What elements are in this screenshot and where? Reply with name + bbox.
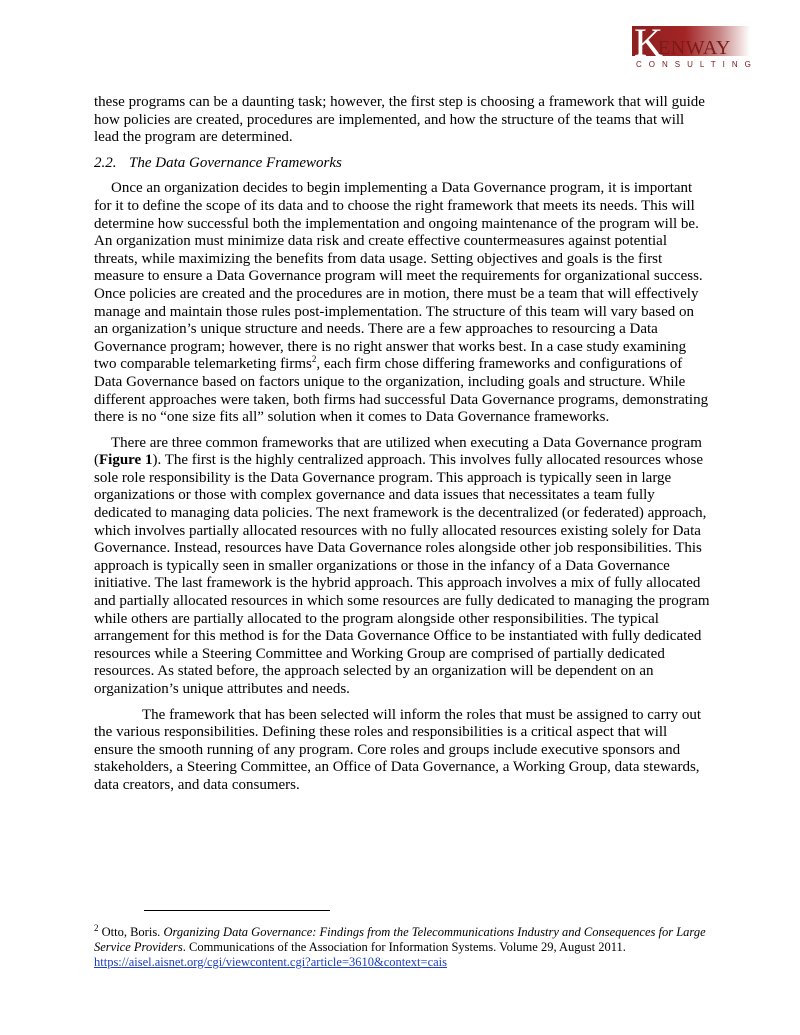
footnote-author: Otto, Boris. [98, 925, 164, 939]
paragraph-text: ). The first is the highly centralized approach. This involves fully allocated resources whose sole role responsibility is the Data Governance program. This approach is typically seen in large organizations or those with complex governance and data issues that necessitates a team fully dedicated to managing data policies. The next framework is the decentralized (or federated) approach, which involves partially allocated resources with no fully allocated resources existing solely for Data Governance. Instead, resources have Data Governance roles alongside other job responsibilities. This approach is typically seen in smaller organizations or those in the infancy of a Data Governance initiative. The last framework is the hybrid approach. This approach involves a mix of fully allocated and partially allocated resources in which some resources are fully dedicated to managing the program while others are partially allocated to the program alongside other responsibilities. The typical arrangement for this method is for the Data Governance Office to be instantiated with fully dedicated resources while a Steering Committee and Working Group are comprised of partially dedicated resources. As stated before, the approach selected by an organization will be dependent on an organization’s unique attributes and needs. [94, 452, 710, 697]
footnote [94, 922, 710, 970]
paragraph-roles: The framework that has been selected will inform the roles that must be assigned to carry out the various responsibilities. Defining these roles and responsibilities is a critical aspect that will ensure the smooth running of any program. Core roles and groups include executive sponsors and stakeholders, a Steering Committee, an Office of Data Governance, a Working Group, data stewards, data creators, and data consumers. [94, 706, 701, 793]
paragraph-three-frameworks [94, 435, 710, 699]
paragraph-continued: these programs can be a daunting task; however, the first step is choosing a framework that will guide how policies are created, procedures are implemented, and how the structure of the teams that will lead the program are determined. [94, 94, 705, 146]
paragraph-text: There are three common frameworks that are utilized when executing a Data Governance program ( [94, 434, 702, 469]
logo-tagline: CONSULTING [636, 60, 758, 69]
section-title: The Data Governance Frameworks [129, 154, 342, 171]
document-body [94, 94, 710, 803]
section-number: 2.2. [94, 154, 117, 171]
kenway-logo [632, 20, 758, 74]
logo-wordmark: ENWAY [658, 37, 731, 59]
footnote-link[interactable]: https://aisel.aisnet.org/cgi/viewcontent.cgi?article=3610&context=cais [94, 955, 448, 969]
logo-letter: K [634, 20, 663, 65]
figure-ref: Figure 1 [99, 452, 153, 469]
section-heading [94, 155, 710, 173]
footnote-divider [144, 910, 330, 911]
footnote-source: . Communications of the Association for Information Systems. Volume 29, August 2011. [182, 940, 626, 954]
paragraph-text: , each firm chose differing frameworks and configurations of Data Governance based on factors unique to the organization, including goals and structure. While different approaches were taken, both firms had successful Data Governance programs, demonstrating there is no “one size fits all” solution when it comes to Data Governance frameworks. [94, 356, 709, 426]
footnote-ref: 2 [311, 354, 317, 365]
footnote-marker: 2 [94, 922, 99, 933]
paragraph-text: Once an organization decides to begin implementing a Data Governance program, it is important for it to define the scope of its data and to choose the right framework that meets its needs. This will determine how successful both the implementation and ongoing maintenance of the program will be. An organization must minimize data risk and create effective countermeasures against potential threats, while maximizing the benefits from data usage. Setting objectives and goals is the first measure to ensure a Data Governance program will meet the requirements for organizational success. Once policies are created and the procedures are in motion, there must be a team that will effectively manage and maintain those rules post-implementation. The structure of this team will vary based on an organization’s unique structure and needs. There are a few approaches to resourcing a Data Governance program; however, there is no right answer that works best. In a case study examining two comparable telemarketing firms [94, 180, 703, 373]
footnote-title: Organizing Data Governance: Findings from the Telecommunications Industry and Consequences for Large Service Providers [94, 925, 706, 954]
paragraph-frameworks-intro [94, 180, 710, 426]
